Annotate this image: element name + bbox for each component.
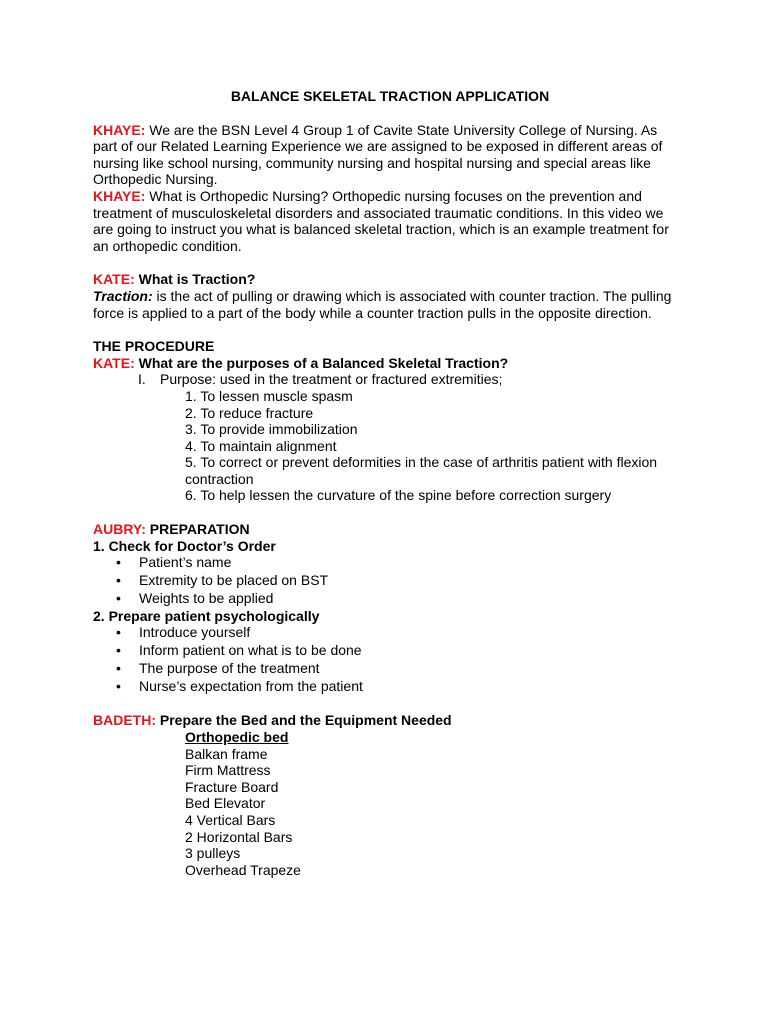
purpose-list	[93, 388, 683, 504]
list-item: Fracture Board	[185, 778, 279, 795]
speaker-label: KHAYE:	[93, 187, 146, 204]
roman-numeral: I.	[138, 371, 146, 388]
list-item	[93, 624, 683, 642]
bullet-list	[93, 624, 683, 695]
list-item: Firm Mattress	[185, 762, 271, 779]
traction-definition	[93, 288, 683, 321]
bed-heading	[93, 712, 683, 729]
bullet-icon: •	[116, 677, 121, 694]
list-item: Bed Elevator	[185, 795, 266, 812]
heading-text: PREPARATION	[145, 521, 250, 538]
purpose-line	[93, 371, 683, 388]
list-item	[93, 572, 683, 590]
speaker-label: KHAYE:	[93, 121, 146, 138]
term: Traction:	[93, 287, 153, 304]
list-item: 6. To help lessen the curvature of the spine before correction surgery	[185, 487, 612, 504]
document-body	[93, 88, 683, 878]
definition-text: is the act of pulling or drawing which is associated with counter traction. The pulling force is applied to a part of the body while a counter traction pulls in the opposite direction.	[93, 287, 672, 321]
spacer	[93, 504, 683, 521]
step-heading: 1. Check for Doctor’s Order	[93, 537, 276, 554]
equipment-list	[93, 729, 683, 878]
list-item-text: The purpose of the treatment	[139, 659, 320, 676]
heading-text: Prepare the Bed and the Equipment Needed	[156, 712, 452, 729]
paragraph-text: What is Orthopedic Nursing? Orthopedic nursing focuses on the prevention and treatment of musculoskeletal disorders and associated traumatic conditions. In this video we are going to instruct you what is balanced skeletal traction, which is an example treatment for an orthopedic condition.	[93, 187, 669, 254]
list-item	[93, 642, 683, 660]
procedure-question	[93, 355, 683, 372]
document-title: BALANCE SKELETAL TRACTION APPLICATION	[230, 88, 550, 104]
question-text: What are the purposes of a Balanced Skeletal Traction?	[134, 354, 509, 371]
bullet-list	[93, 554, 683, 607]
bullet-icon: •	[116, 642, 121, 659]
list-item-text: Nurse’s expectation from the patient	[139, 677, 363, 694]
bullet-icon: •	[116, 624, 121, 641]
list-item: 1. To lessen muscle spasm	[185, 387, 353, 404]
bullet-icon: •	[116, 554, 121, 571]
list-item-text: Inform patient on what is to be done	[139, 642, 362, 659]
intro-paragraph-1	[93, 122, 683, 188]
spacer	[93, 321, 683, 338]
speaker-label: AUBRY:	[93, 521, 146, 538]
list-item-text: Patient’s name	[139, 554, 232, 571]
list-item: 4 Vertical Bars	[185, 811, 276, 828]
list-item: 2. To reduce fracture	[185, 404, 314, 421]
intro-paragraph-2	[93, 188, 683, 254]
list-item	[93, 678, 683, 696]
list-item: 3 pulleys	[185, 845, 241, 862]
step-heading: 2. Prepare patient psychologically	[93, 607, 320, 624]
speaker-label: KATE:	[93, 271, 135, 288]
list-item	[93, 660, 683, 678]
list-item-text: Extremity to be placed on BST	[139, 572, 329, 589]
list-item: 2 Horizontal Bars	[185, 828, 293, 845]
list-item: 4. To maintain alignment	[185, 437, 337, 454]
list-item: 3. To provide immobilization	[185, 421, 358, 438]
list-item: Overhead Trapeze	[185, 861, 301, 878]
equipment-subheading: Orthopedic bed	[185, 729, 289, 746]
list-item	[93, 554, 683, 572]
procedure-heading: THE PROCEDURE	[93, 338, 215, 355]
speaker-label: KATE:	[93, 354, 135, 371]
list-item-text: Introduce yourself	[139, 624, 251, 641]
spacer	[93, 254, 683, 271]
purpose-text: Purpose: used in the treatment or fractured extremities;	[160, 371, 503, 388]
spacer	[93, 695, 683, 712]
bullet-icon: •	[116, 589, 121, 606]
list-item: 5. To correct or prevent deformities in the case of arthritis patient with flexion contraction	[185, 454, 658, 487]
list-item-text: Weights to be applied	[139, 589, 274, 606]
speaker-label: BADETH:	[93, 712, 156, 729]
list-item: Balkan frame	[185, 745, 268, 762]
question-text: What is Traction?	[134, 271, 256, 288]
preparation-heading	[93, 521, 683, 538]
traction-question	[93, 271, 683, 288]
bullet-icon: •	[116, 572, 121, 589]
list-item	[93, 590, 683, 608]
paragraph-text: We are the BSN Level 4 Group 1 of Cavite State University College of Nursing. As part of our Related Learning Experience we are assigned to be exposed in different areas of nursing like school nursing, community nursing and hospital nursing and special areas like Orthopedic Nursing.	[93, 121, 663, 188]
bullet-icon: •	[116, 659, 121, 676]
